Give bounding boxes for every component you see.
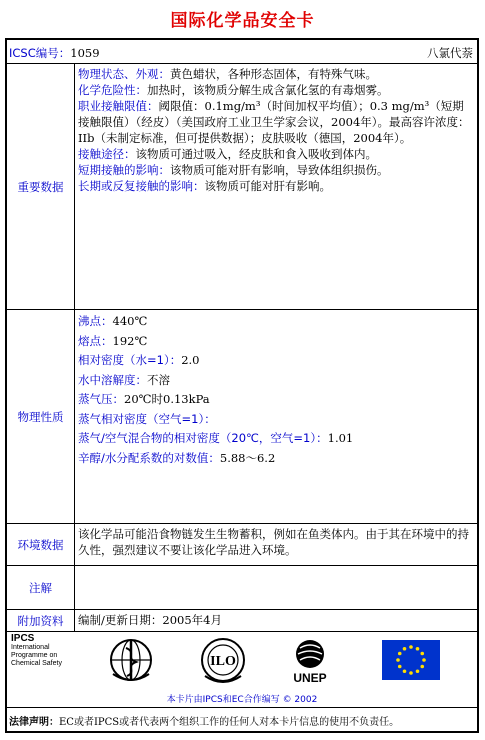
physical-item-value: 1.01 xyxy=(327,431,354,445)
notes-row xyxy=(7,566,477,610)
important-item xyxy=(78,98,474,146)
physical-item-label: 蒸气相对密度（空气=1）： xyxy=(78,411,216,426)
important-data-row xyxy=(7,64,477,310)
icsc-label: ICSC编号： xyxy=(9,46,71,60)
eu-star-icon xyxy=(403,647,407,651)
physical-item xyxy=(78,449,474,469)
who-emblem-icon xyxy=(107,636,155,684)
notes-text xyxy=(75,566,477,609)
legal-label: 法律声明： xyxy=(9,717,59,728)
important-item xyxy=(78,82,474,98)
physical-properties-content xyxy=(75,310,477,523)
legal-row xyxy=(7,708,477,732)
important-item-label: 长期或反复接触的影响： xyxy=(78,179,205,193)
important-item-value: 阈限值：0.1mg/m³（时间加权平均值）；0.3 mg/m³（短期接触限值）（经皮）（美国政府工业卫生学家会议，2004年）。最高容许浓度：IIb（未制定标准，但可提供数据）；皮肤吸收（德国，2004年）。 xyxy=(78,99,470,145)
unep-logo-icon xyxy=(285,636,335,686)
physical-item xyxy=(78,312,474,332)
environment-row xyxy=(7,524,477,566)
important-item-label: 物理状态、外观： xyxy=(78,67,170,81)
additional-info-text: 编制/更新日期：2005年4月 xyxy=(78,613,222,627)
physical-item xyxy=(78,390,474,410)
logos-row xyxy=(7,632,477,708)
chemical-name: 八氯代萘 xyxy=(427,46,473,60)
environment-label: 环境数据 xyxy=(7,524,75,565)
physical-properties-row xyxy=(7,310,477,524)
eu-star-icon xyxy=(396,658,400,662)
important-item-value: 该物质可能对肝有影响。 xyxy=(204,179,331,193)
physical-item-value: 5.88～6.2 xyxy=(219,450,276,465)
physical-item-value: 20℃时0.13kPa xyxy=(124,392,210,406)
physical-item-label: 蒸气/空气混合物的相对密度（20℃，空气=1）： xyxy=(78,431,328,445)
physical-item-label: 沸点： xyxy=(78,314,113,328)
eu-star-icon xyxy=(422,658,426,662)
ilo-emblem-icon xyxy=(199,636,247,684)
important-item-label: 化学危险性： xyxy=(78,83,147,97)
physical-item-label: 熔点： xyxy=(78,333,113,348)
eu-star-icon xyxy=(398,652,402,656)
important-item-value: 黄色蜡状，各种形态固体，有特殊气味。 xyxy=(170,67,377,81)
eu-flag-icon xyxy=(382,640,440,680)
eu-star-icon xyxy=(403,669,407,673)
additional-info-label: 附加资料 xyxy=(7,610,75,631)
important-item xyxy=(78,178,474,194)
physical-item xyxy=(78,332,474,352)
legal-text: EC或者IPCS或者代表两个组织工作的任何人对本卡片信息的使用不负责任。 xyxy=(59,717,400,728)
important-item-label: 接触途径： xyxy=(78,147,136,161)
eu-star-icon xyxy=(420,652,424,656)
important-data-content xyxy=(75,64,477,309)
important-item-value: 该物质可能对肝有影响，导致体组织损伤。 xyxy=(170,163,389,177)
header-row xyxy=(7,40,477,64)
physical-item-value: 192℃ xyxy=(112,333,148,348)
additional-info-row xyxy=(7,610,477,632)
svg-text:ILO: ILO xyxy=(210,654,236,669)
ipcs-logo-text: IPCS International Programme on Chemical Safety xyxy=(11,633,62,667)
physical-item-label: 相对密度（水=1）： xyxy=(78,353,182,367)
physical-item-value: 440℃ xyxy=(112,314,148,328)
important-item xyxy=(78,66,474,82)
important-data-label: 重要数据 xyxy=(7,64,75,309)
physical-item xyxy=(78,429,474,449)
safety-card xyxy=(5,38,479,733)
physical-properties-label: 物理性质 xyxy=(7,310,75,523)
physical-item xyxy=(78,351,474,371)
important-item-label: 短期接触的影响： xyxy=(78,163,170,177)
important-item-label: 职业接触限值： xyxy=(78,99,159,113)
eu-star-icon xyxy=(409,671,413,675)
important-item-value: 加热时，该物质分解生成含氯化氢的有毒烟雾。 xyxy=(147,83,389,97)
credit-text: 本卡片由IPCS和EC合作编写 © 2002 xyxy=(166,695,318,705)
important-item xyxy=(78,162,474,178)
physical-item-value: 2.0 xyxy=(181,353,200,367)
important-item xyxy=(78,146,474,162)
card-title: 国际化学品安全卡 xyxy=(170,11,315,31)
eu-star-icon xyxy=(420,665,424,669)
physical-item xyxy=(78,371,474,391)
eu-star-icon xyxy=(409,645,413,649)
physical-item xyxy=(78,410,474,430)
environment-text: 该化学品可能沿食物链发生生物蓄积，例如在鱼类体内。由于其在环境中的持久性，强烈建议不要让该化学品进入环境。 xyxy=(78,527,469,557)
eu-star-icon xyxy=(398,665,402,669)
physical-item-value: 不溶 xyxy=(147,372,170,387)
icsc-number: 1059 xyxy=(70,46,100,60)
eu-star-icon xyxy=(416,647,420,651)
physical-item-label: 蒸气压： xyxy=(78,392,124,406)
unep-logo-text: UNEP xyxy=(293,671,327,685)
physical-item-label: 水中溶解度： xyxy=(78,372,147,387)
notes-label: 注解 xyxy=(7,566,75,609)
important-item-value: 该物质可通过吸入，经皮肤和食入吸收到体内。 xyxy=(135,147,377,161)
physical-item-label: 辛醇/水分配系数的对数值： xyxy=(78,450,220,465)
eu-star-icon xyxy=(416,669,420,673)
